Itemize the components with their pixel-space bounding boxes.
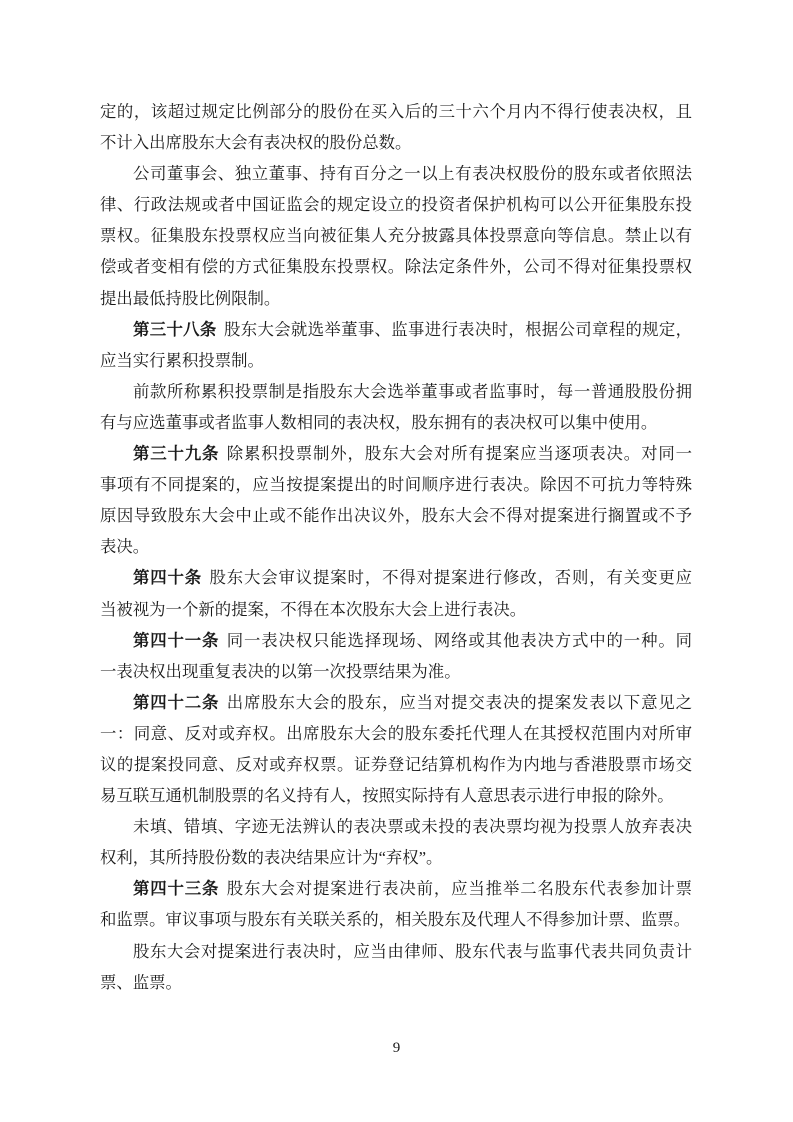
text-line: 第四十一条 同一表决权只能选择现场、网络或其他表决方式中的一种。同 bbox=[133, 630, 692, 650]
text-line: 未填、错填、字迹无法辨认的表决票或未投的表决票均视为投票人放弃表决 bbox=[133, 817, 692, 837]
text-block bbox=[100, 96, 692, 998]
article-number: 第三十八条 bbox=[133, 319, 217, 339]
text-line: 公司董事会、独立董事、持有百分之一以上有表决权股份的股东或者依照法 bbox=[133, 164, 692, 184]
text-line: 股东大会对提案进行表决时，应当由律师、股东代表与监事代表共同负责计 bbox=[133, 941, 692, 961]
article-number: 第四十一条 bbox=[133, 630, 220, 650]
text-line: 有与应选董事或者监事人数相同的表决权，股东拥有的表决权可以集中使用。 bbox=[100, 412, 658, 432]
article-number: 第三十九条 bbox=[133, 444, 220, 464]
article-number: 第四十条 bbox=[133, 568, 203, 588]
text-line: 票权。征集股东投票权应当向被征集人充分披露具体投票意向等信息。禁止以有 bbox=[100, 226, 692, 246]
text-line: 易互联互通机制股票的名义持有人，按照实际持有人意思表示进行申报的除外。 bbox=[100, 786, 674, 806]
text-line: 权利，其所持股份数的表决结果应计为“弃权”。 bbox=[100, 848, 443, 868]
text-line: 议的提案投同意、反对或弃权票。证券登记结算机构作为内地与香港股票市场交 bbox=[100, 754, 692, 774]
text-line: 应当实行累积投票制。 bbox=[100, 350, 264, 370]
text-line: 票、监票。 bbox=[100, 972, 182, 992]
text-line: 和监票。审议事项与股东有关联关系的，相关股东及代理人不得参加计票、监票。 bbox=[100, 910, 691, 930]
text-line: 第四十三条 股东大会对提案进行表决前，应当推举二名股东代表参加计票 bbox=[133, 879, 692, 899]
text-line: 一：同意、反对或弃权。出席股东大会的股东委托代理人在其授权范围内对所审 bbox=[100, 723, 692, 743]
text-line: 前款所称累积投票制是指股东大会选举董事或者监事时，每一普通股股份拥 bbox=[133, 381, 692, 401]
article-number: 第四十二条 bbox=[133, 692, 220, 712]
text-line: 第三十八条 股东大会就选举董事、监事进行表决时，根据公司章程的规定， bbox=[133, 319, 692, 339]
text-line: 原因导致股东大会中止或不能作出决议外，股东大会不得对提案进行搁置或不予 bbox=[100, 506, 692, 526]
text-line: 不计入出席股东大会有表决权的股份总数。 bbox=[100, 133, 412, 153]
page-number: 9 bbox=[392, 1040, 401, 1056]
text-line: 第三十九条 除累积投票制外，股东大会对所有提案应当逐项表决。对同一 bbox=[133, 444, 692, 464]
text-line: 一表决权出现重复表决的以第一次投票结果为准。 bbox=[100, 661, 461, 681]
article-number: 第四十三条 bbox=[133, 879, 220, 899]
text-line: 第四十二条 出席股东大会的股东，应当对提交表决的提案发表以下意见之 bbox=[133, 692, 692, 712]
text-line: 提出最低持股比例限制。 bbox=[100, 288, 281, 308]
text-line: 第四十条 股东大会审议提案时，不得对提案进行修改，否则，有关变更应 bbox=[133, 568, 692, 588]
text-line: 偿或者变相有偿的方式征集股东投票权。除法定条件外，公司不得对征集投票权 bbox=[100, 257, 692, 277]
text-line: 律、行政法规或者中国证监会的规定设立的投资者保护机构可以公开征集股东投 bbox=[100, 195, 692, 215]
text-line: 定的，该超过规定比例部分的股份在买入后的三十六个月内不得行使表决权，且 bbox=[100, 102, 692, 121]
text-line: 表决。 bbox=[100, 537, 150, 557]
text-line: 当被视为一个新的提案，不得在本次股东大会上进行表决。 bbox=[100, 599, 527, 619]
text-line: 事项有不同提案的，应当按提案提出的时间顺序进行表决。除因不可抗力等特殊 bbox=[100, 475, 692, 495]
